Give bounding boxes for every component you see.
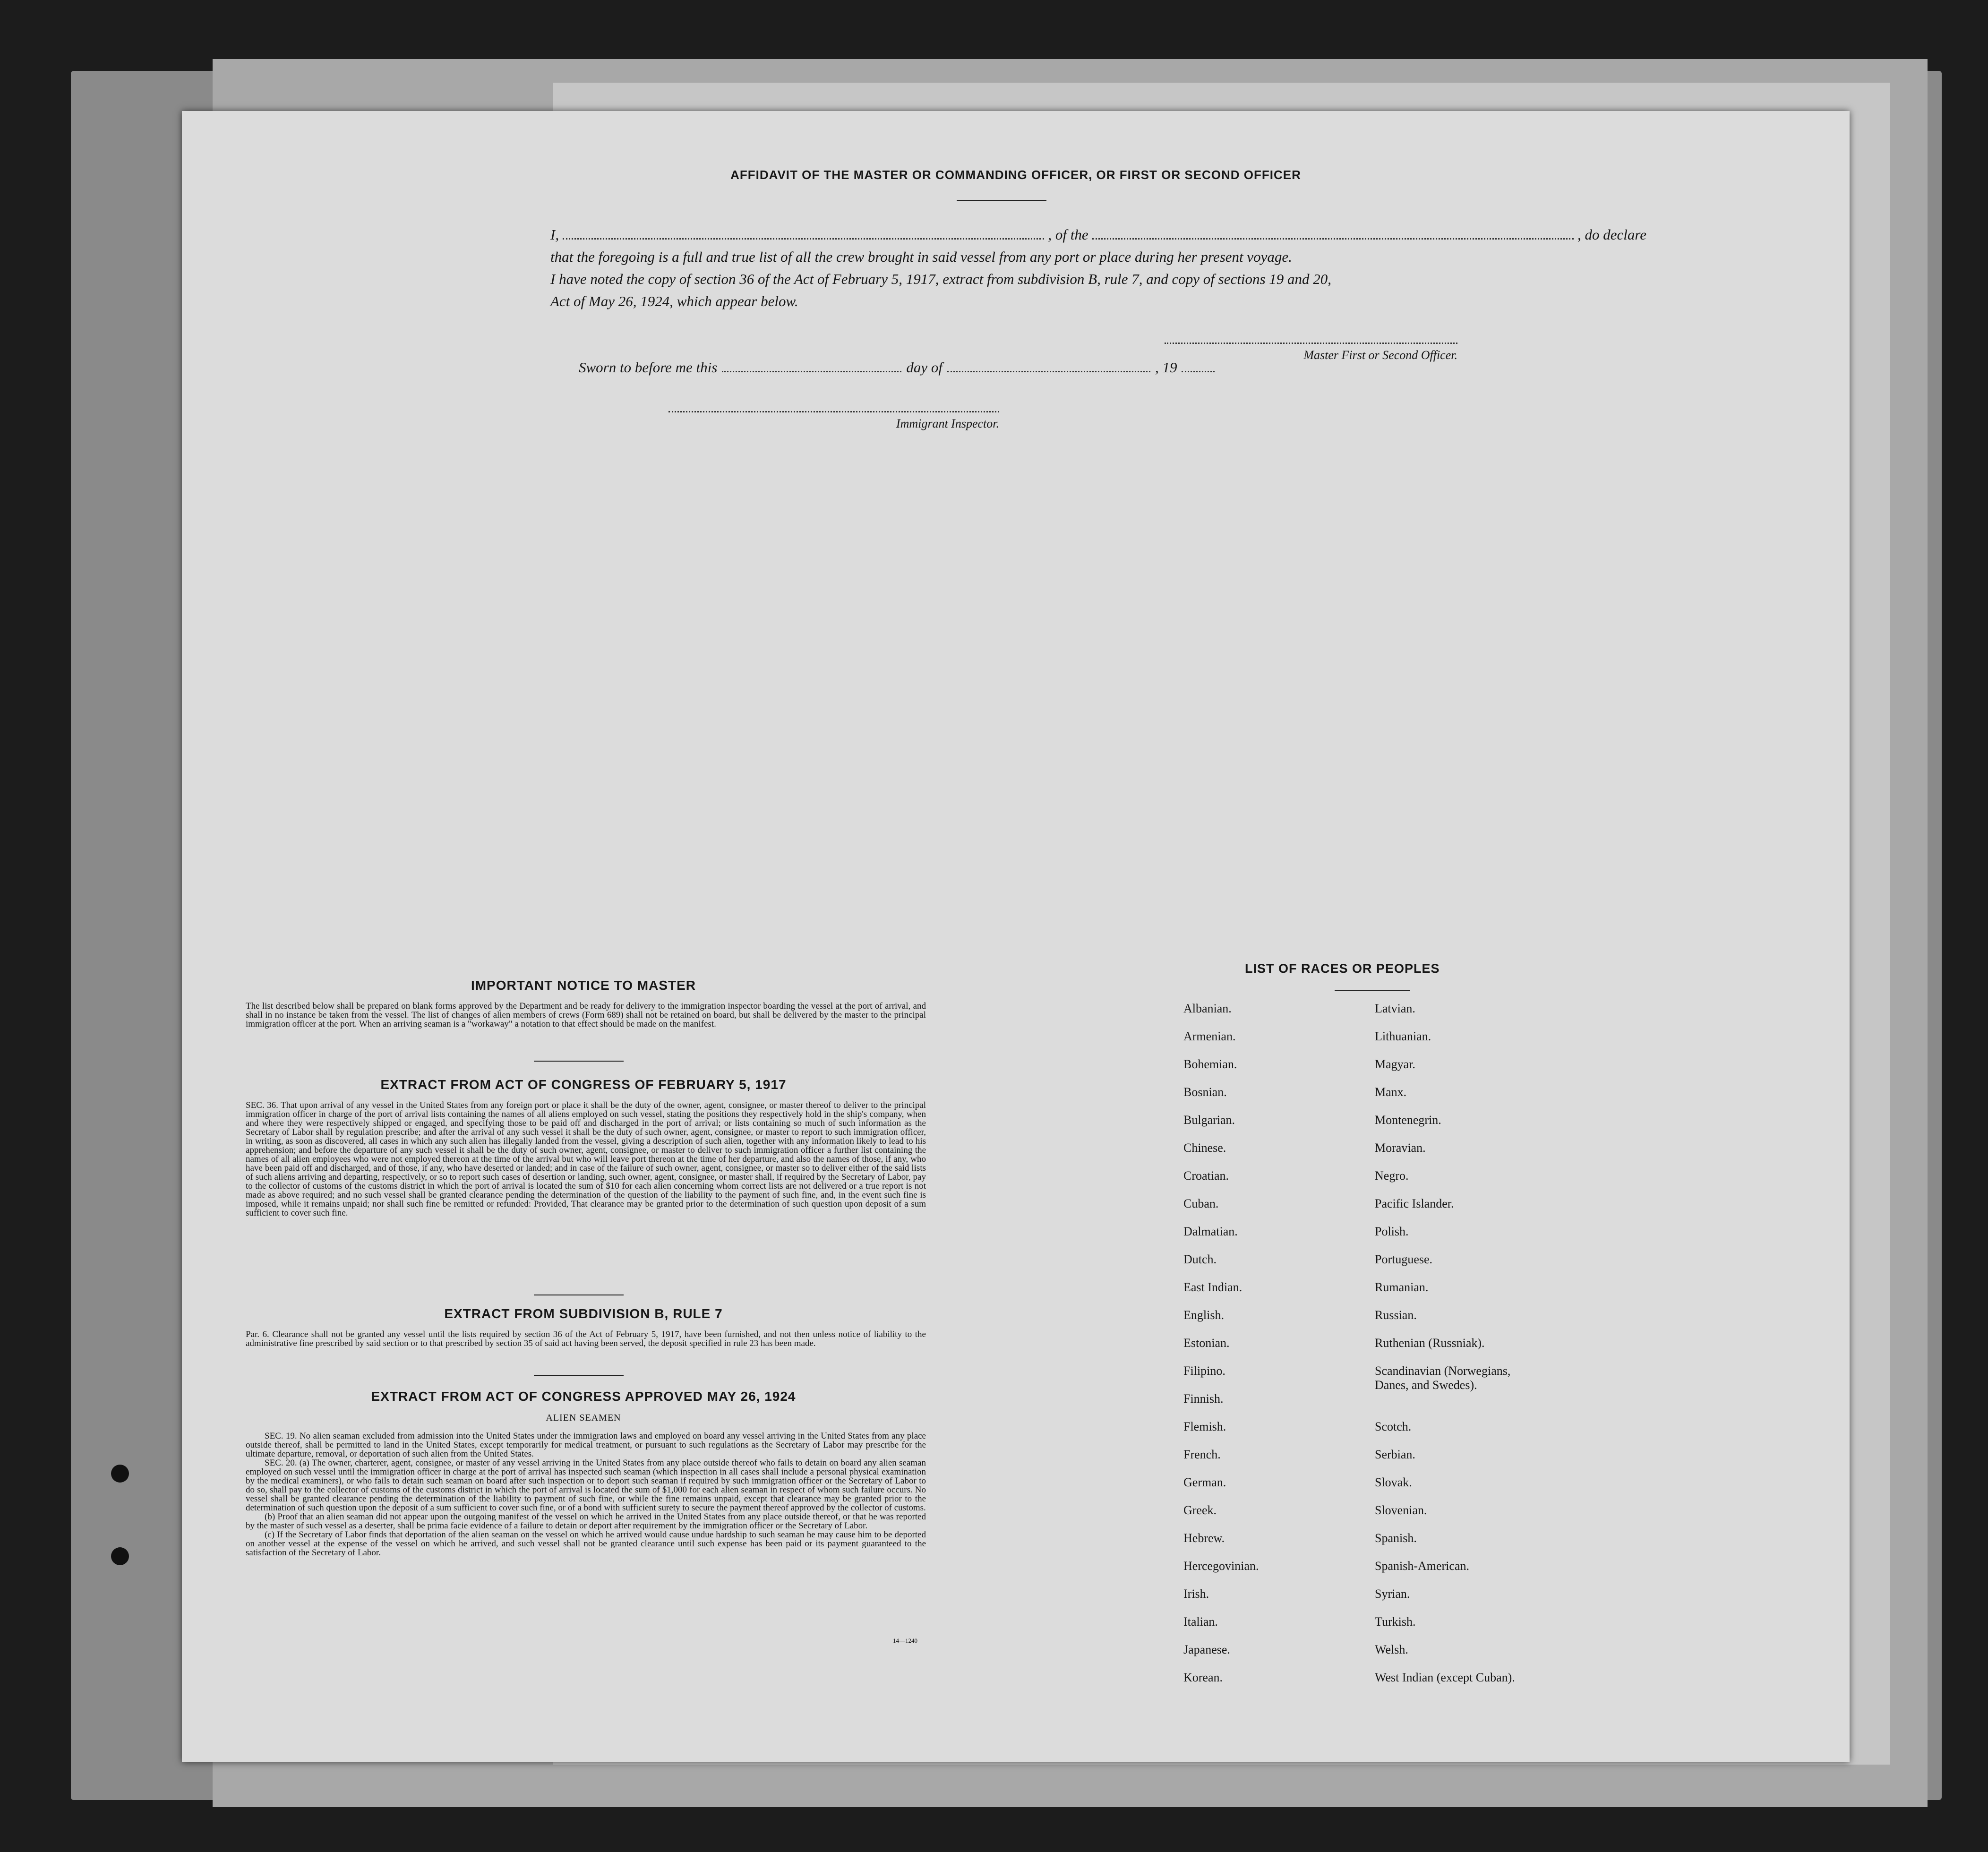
race-item: Negro. xyxy=(1375,1169,1409,1183)
race-item: Bosnian. xyxy=(1183,1085,1227,1099)
race-item: Polish. xyxy=(1375,1225,1409,1238)
extract-1917-title: EXTRACT FROM ACT OF CONGRESS OF FEBRUARY 5, 1917 xyxy=(380,1077,787,1092)
race-item: Portuguese. xyxy=(1375,1252,1433,1266)
name-blank[interactable] xyxy=(563,229,1044,240)
do-declare-text: , do declare xyxy=(1577,226,1647,243)
race-item: Magyar. xyxy=(1375,1057,1415,1071)
race-item: Flemish. xyxy=(1183,1420,1226,1433)
punch-hole xyxy=(111,1465,129,1483)
extract-rule7-body: Par. 6. Clearance shall not be granted any vessel until the lists required by section 36 of the Act of February 5, 1917, have been furnished, and not then unless notice of liability to the administrative fine prescribed by said section or to that prescribed by section 35 of said act having been served, the deposit specified in rule 23 has been made. xyxy=(246,1329,926,1348)
affidavit-line-3: I have noted the copy of section 36 of the Act of February 5, 1917, extract from subdivision B, rule 7, and copy of sections 19 and 20, xyxy=(550,271,1332,287)
intro-i: I, xyxy=(550,226,559,243)
sec19-text: SEC. 19. No alien seaman excluded from admission into the United States under the immigration laws and employed on board any vessel arriving in the United States from any place outside thereof, shall be permitted to land in the United States, except temporarily for medical treatment, or pursuant to such regulations as the Secretary of Labor may prescribe for the ultimate departure, removal, or deportation of such alien from the United States. xyxy=(246,1431,926,1459)
race-item: Montenegrin. xyxy=(1375,1113,1441,1127)
extract-1924-body xyxy=(246,1432,926,1557)
extract-rule7-title: EXTRACT FROM SUBDIVISION B, RULE 7 xyxy=(444,1306,723,1321)
race-item: Greek. xyxy=(1183,1503,1217,1517)
master-signature-blank[interactable] xyxy=(1165,343,1457,344)
race-item: Chinese. xyxy=(1183,1141,1226,1155)
race-item: Italian. xyxy=(1183,1615,1218,1629)
race-item: East Indian. xyxy=(1183,1280,1242,1294)
race-item: English. xyxy=(1183,1308,1224,1322)
sworn-prefix: Sworn to before me this xyxy=(579,359,718,376)
race-item: Welsh. xyxy=(1375,1643,1408,1656)
race-item: Estonian. xyxy=(1183,1336,1230,1350)
race-item: Dutch. xyxy=(1183,1252,1217,1266)
master-signature-block xyxy=(1146,333,1457,362)
race-item: Scandinavian (Norwegians, Danes, and Swedes). xyxy=(1375,1364,1511,1392)
form-number: 14—1240 xyxy=(893,1637,917,1644)
race-item: Cuban. xyxy=(1183,1197,1219,1210)
sec20c-text: (c) If the Secretary of Labor finds that deportation of the alien seaman on the vessel on which he arrived would cause undue hardship to such seaman he may cause him to be deported on another vessel at the expense of the vessel on which he arrived, and such vessel shall not be granted clearance until such expense has been paid or its payment guaranteed to the satisfaction of the Secretary of Labor. xyxy=(246,1530,926,1558)
race-item: Spanish-American. xyxy=(1375,1559,1470,1573)
punch-hole xyxy=(111,1547,129,1565)
extract-1924-subtitle: ALIEN SEAMEN xyxy=(546,1413,621,1423)
vessel-blank[interactable] xyxy=(1092,229,1574,240)
race-item: Bulgarian. xyxy=(1183,1113,1235,1127)
extract-1924-title: EXTRACT FROM ACT OF CONGRESS APPROVED MAY 26, 1924 xyxy=(371,1389,796,1404)
race-item: Moravian. xyxy=(1375,1141,1426,1155)
notice-title: IMPORTANT NOTICE TO MASTER xyxy=(471,978,696,993)
race-item: Serbian. xyxy=(1375,1448,1415,1461)
of-the-text: , of the xyxy=(1048,226,1088,243)
affidavit-line-1 xyxy=(550,223,1646,246)
sworn-line xyxy=(579,359,1215,376)
notice-body: The list described below shall be prepared on blank forms approved by the Department and be ready for delivery to the immigration inspector boarding the vessel at the port of arrival, and shall in no instance be taken from the vessel. The list of changes of alien members of crews (Form 689) shall not be retained on board, but shall be delivered by the master to the principal immigration officer at the port. When an arriving seaman is a "workaway" a notation to that effect should be made on the manifest. xyxy=(246,1001,926,1029)
race-item: Croatian. xyxy=(1183,1169,1229,1183)
race-item: Japanese. xyxy=(1183,1643,1230,1656)
race-item: Turkish. xyxy=(1375,1615,1416,1629)
race-item: Slovenian. xyxy=(1375,1503,1427,1517)
notice-rule xyxy=(534,1061,624,1062)
race-item: Ruthenian (Russniak). xyxy=(1375,1336,1485,1350)
race-item: Syrian. xyxy=(1375,1587,1410,1601)
sec20a-text: SEC. 20. (a) The owner, charterer, agent, consignee, or master of any vessel arriving in the United States from any place outside thereof who fails to detain on board any alien seaman employed on such vessel until the immigration officer in charge at the port of arrival has inspected such seaman (which inspection in all cases shall include a personal physical examination by the medical examiners), or who fails to detain such seaman on board after such inspection or to deport such seaman if required by such immigration officer or the Secretary of Labor to do so, shall pay to the collector of customs of the customs district in which the port of arrival is located the sum of $1,000 for each alien seaman in respect of whom such failure occurs. No vessel shall be granted clearance pending the determination of the liability to payment of such fine, or while the fine remains unpaid, except that clearance may be granted prior to the determination of such question upon the deposit of a sum sufficient to cover such fine, or of a bond with sufficient surety to secure the payment thereof approved by the collector of customs. xyxy=(246,1458,926,1513)
race-item: Scotch. xyxy=(1375,1420,1412,1433)
affidavit-line-2: that the foregoing is a full and true list of all the crew brought in said vessel from any port or place during her present voyage. xyxy=(550,249,1292,265)
sec20b-text: (b) Proof that an alien seaman did not appear upon the outgoing manifest of the vessel on which he arrived in the United States from any place outside thereof, or that he was reported by the master of such vessel as a deserter, shall be prima facie evidence of a failure to detain or deport after requirement by the immigration officer or the Secretary of Labor. xyxy=(246,1512,926,1531)
affidavit-line-4: Act of May 26, 1924, which appear below. xyxy=(550,293,798,309)
affidavit-title: AFFIDAVIT OF THE MASTER OR COMMANDING OFFICER, OR FIRST OR SECOND OFFICER xyxy=(730,168,1301,182)
race-item: Spanish. xyxy=(1375,1531,1417,1545)
races-left-column xyxy=(1183,1002,1259,1698)
day-of-text: day of xyxy=(906,359,943,376)
race-item: Lithuanian. xyxy=(1375,1029,1431,1043)
sworn-month-blank[interactable] xyxy=(947,371,1150,372)
race-item: Armenian. xyxy=(1183,1029,1236,1043)
year-prefix: , 19 xyxy=(1155,359,1177,376)
inspector-signature-block xyxy=(668,402,999,431)
inspector-label: Immigrant Inspector. xyxy=(896,417,999,430)
race-item: Russian. xyxy=(1375,1308,1417,1322)
race-item: Albanian. xyxy=(1183,1002,1232,1015)
race-item: Korean. xyxy=(1183,1671,1223,1684)
race-item: French. xyxy=(1183,1448,1221,1461)
race-item: West Indian (except Cuban). xyxy=(1375,1671,1515,1684)
race-item: German. xyxy=(1183,1475,1226,1489)
sworn-year-blank[interactable] xyxy=(1182,371,1215,372)
affidavit-page xyxy=(182,111,1850,1762)
races-rule xyxy=(1335,990,1410,991)
race-item: Manx. xyxy=(1375,1085,1407,1099)
race-item: Filipino. xyxy=(1183,1364,1225,1378)
race-item: Slovak. xyxy=(1375,1475,1412,1489)
sworn-day-blank[interactable] xyxy=(722,371,901,372)
race-item: Irish. xyxy=(1183,1587,1209,1601)
master-signature-label: Master First or Second Officer. xyxy=(1303,348,1457,362)
inspector-signature-blank[interactable] xyxy=(668,411,999,412)
race-item: Dalmatian. xyxy=(1183,1225,1238,1238)
extract-1917-body: SEC. 36. That upon arrival of any vessel in the United States from any foreign port or place it shall be the duty of the owner, agent, consignee, or master thereof to deliver to the principal immigration officer in charge of the port of arrival lists containing the names of all aliens employed on such vessel, stating the positions they respectively hold in the ship's company, when and where they were respectively shipped or engaged, and specifying those to be paid off and discharged in the port of arrival; or lists containing so much of such information as the Secretary of Labor shall by regulation prescribe; and after the arrival of any such vessel it shall be the duty of such owner, agent, consignee, or master to report to such immigration officer, in writing, as soon as discovered, all cases in which any such alien has illegally landed from the vessel, giving a description of such alien, together with any information likely to lead to his apprehension; and before the departure of any such vessel it shall be the duty of such owner, agent, consignee, or master to deliver to such immigration officer a further list containing the names of all alien employees who were not employed thereon at the time of the arrival but who will leave port thereon at the time of her departure, and also the names of those, if any, who have been paid off and discharged, and of those, if any, who have deserted or landed; and in case of the failure of such owner, agent, consignee, or master so to deliver either of the said lists of such aliens arriving and departing, respectively, or so to report such cases of desertion or landing, such owner, agent, consignee, or master shall, if required by the Secretary of Labor, pay to the collector of customs of the customs district in which the port of arrival is located the sum of $10 for each alien concerning whom correct lists are not delivered or a true report is not made as above required; and no such vessel shall be granted clearance pending the determination of the question of the liability to the payment of such fine, and, in the event such fine is imposed, while it remains unpaid; nor shall such fine be remitted or refunded: Provided, That clearance may be granted prior to the determination of such question upon deposit of a sum sufficient to cover such fine. xyxy=(246,1100,926,1218)
races-title: LIST OF RACES OR PEOPLES xyxy=(1245,961,1440,976)
race-item: Pacific Islander. xyxy=(1375,1197,1454,1210)
extract-rule7-rule xyxy=(534,1375,624,1376)
affidavit-text xyxy=(550,223,1646,312)
race-item: Hebrew. xyxy=(1183,1531,1225,1545)
race-item: Finnish. xyxy=(1183,1392,1224,1406)
race-item: Hercegovinian. xyxy=(1183,1559,1259,1573)
race-item: Rumanian. xyxy=(1375,1280,1429,1294)
race-item: Latvian. xyxy=(1375,1002,1415,1015)
races-right-column xyxy=(1375,1002,1545,1698)
title-rule xyxy=(957,200,1046,201)
race-item: Bohemian. xyxy=(1183,1057,1237,1071)
